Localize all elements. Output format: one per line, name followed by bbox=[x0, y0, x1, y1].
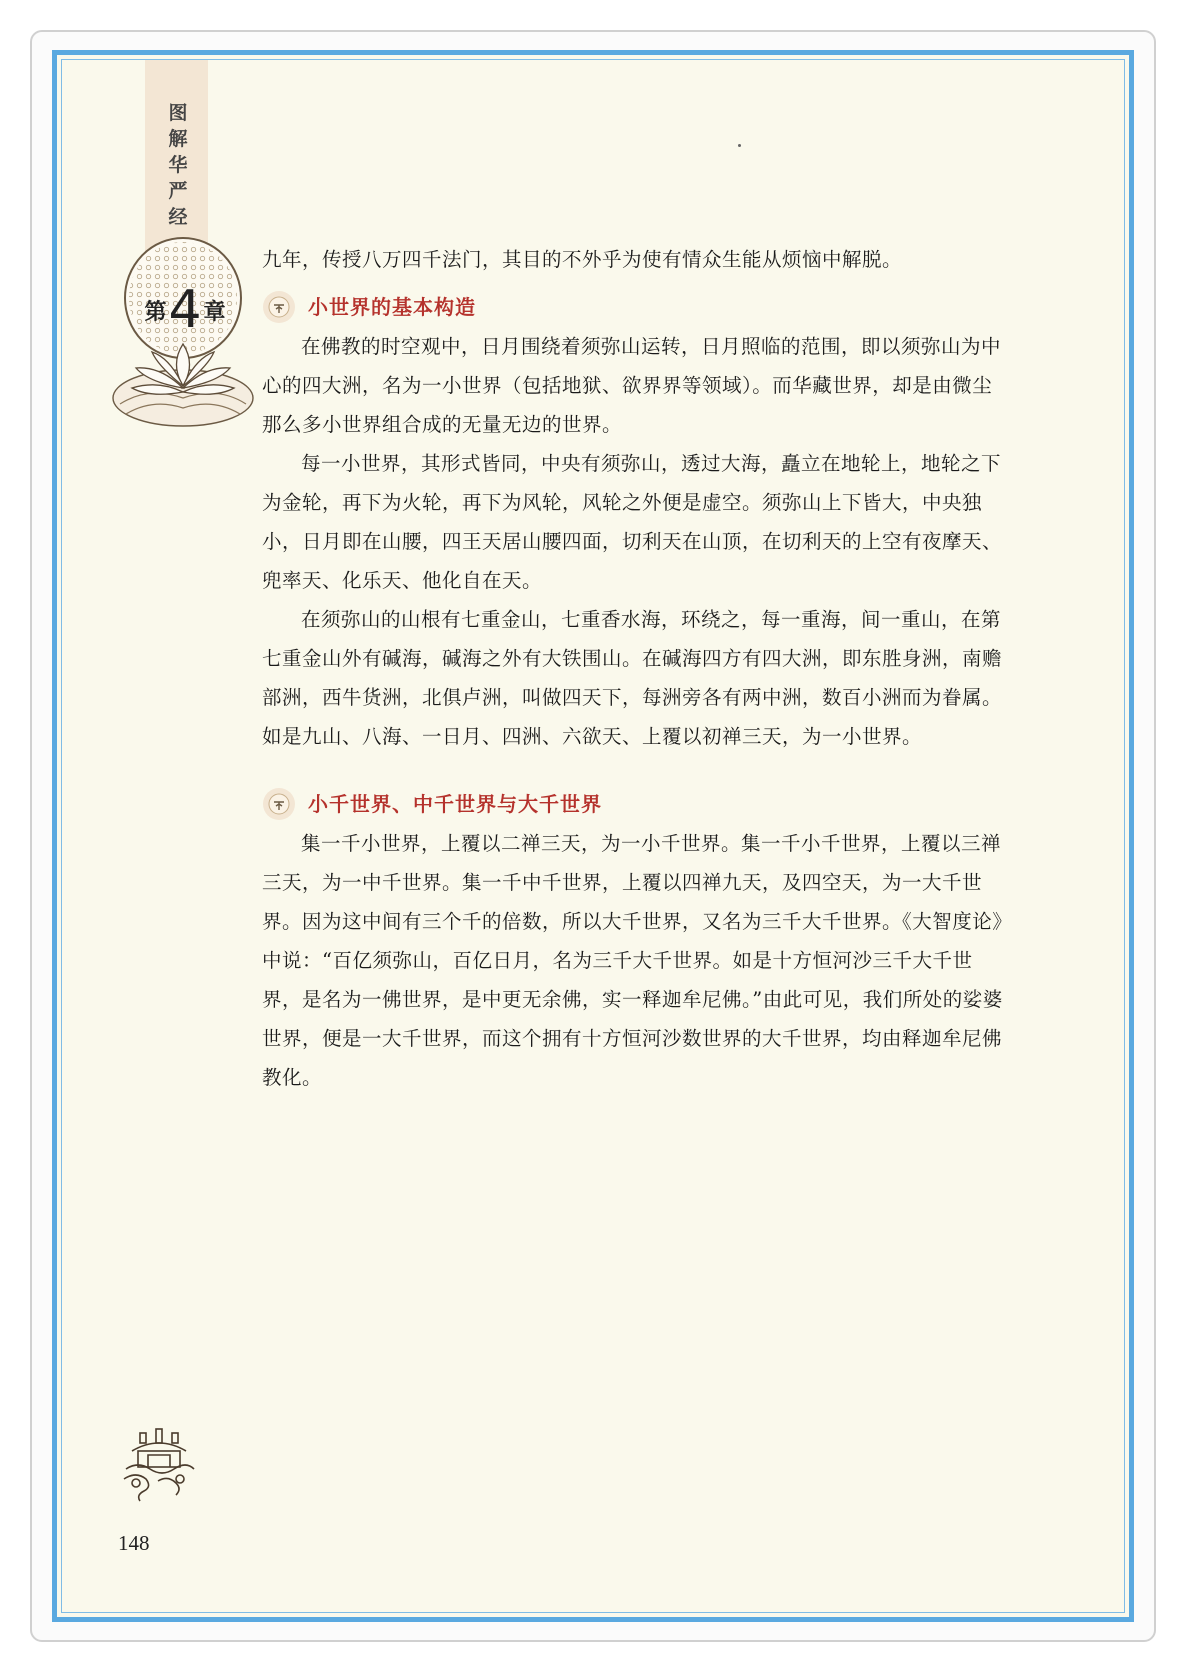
chapter-label bbox=[130, 280, 240, 340]
body-paragraph: 在须弥山的山根有七重金山，七重香水海，环绕之，每一重海，间一重山，在第七重金山外有碱海，碱海之外有大铁围山。在碱海四方有四大洲，即东胜身洲，南赡部洲，西牛货洲，北俱卢洲，叫做四天下，每洲旁各有两中洲，数百小洲而为眷属。如是九山、八海、一日月、四洲、六欲天、上覆以初禅三天，为一小世界。 bbox=[262, 608, 1003, 748]
series-title bbox=[158, 100, 198, 230]
body-paragraph: 在佛教的时空观中，日月围绕着须弥山运转，日月照临的范围，即以须弥山为中心的四大洲，名为一小世界（包括地狱、欲界界等领域）。而华藏世界，却是由微尘那么多小世界组合成的无量无边的世界。 bbox=[262, 335, 1002, 436]
intro-paragraph: 九年，传授八万四千法门，其目的不外乎为使有情众生能从烦恼中解脱。 bbox=[262, 248, 903, 271]
temple-cloud-ornament-icon bbox=[118, 1425, 200, 1507]
series-title-char: 经 bbox=[168, 206, 188, 228]
chapter-number: 4 bbox=[168, 280, 202, 340]
series-title-char: 解 bbox=[168, 128, 188, 150]
section-spacer bbox=[262, 756, 1012, 776]
body-paragraph: 每一小世界，其形式皆同，中央有须弥山，透过大海，矗立在地轮上，地轮之下为金轮，再下为火轮，再下为风轮，风轮之外便是虚空。须弥山上下皆大，中央独小，日月即在山腰，四王天居山腰四面，切利天在山顶，在切利天的上空有夜摩天、兜率天、化乐天、他化自在天。 bbox=[262, 452, 1003, 592]
print-speck bbox=[738, 144, 741, 147]
body-paragraph: 集一千小世界，上覆以二禅三天，为一小千世界。集一千小千世界，上覆以三禅三天，为一中千世界。集一千中千世界，上覆以四禅九天，及四空天，为一大千世界。因为这中间有三个千的倍数，所以大千世界，又名为三千大千世界。《大智度论》中说：“百亿须弥山，百亿日月，名为三千大千世界。如是十方恒河沙三千大千世界，是名为一佛世界，是中更无余佛，实一释迦牟尼佛。”由此可见，我们所处的娑婆世界，便是一大千世界，而这个拥有十方恒河沙数世界的大千世界，均由释迦牟尼佛教化。 bbox=[262, 832, 1003, 1089]
section-heading bbox=[262, 784, 1012, 824]
chapter-suffix: 章 bbox=[203, 299, 226, 325]
section-bullet-icon bbox=[260, 288, 298, 326]
series-title-char: 华 bbox=[168, 154, 188, 176]
page-number: 148 bbox=[118, 1531, 150, 1555]
chapter-prefix: 第 bbox=[144, 299, 167, 325]
section-heading-text: 小千世界、中千世界与大千世界 bbox=[308, 791, 602, 816]
series-title-char: 严 bbox=[168, 180, 188, 202]
section-heading-text: 小世界的基本构造 bbox=[308, 294, 476, 319]
section-heading bbox=[262, 287, 1012, 327]
section-bullet-icon bbox=[260, 785, 298, 823]
series-title-char: 图 bbox=[168, 102, 188, 124]
main-content bbox=[262, 240, 1012, 1097]
lotus-medallion-icon bbox=[108, 236, 258, 450]
